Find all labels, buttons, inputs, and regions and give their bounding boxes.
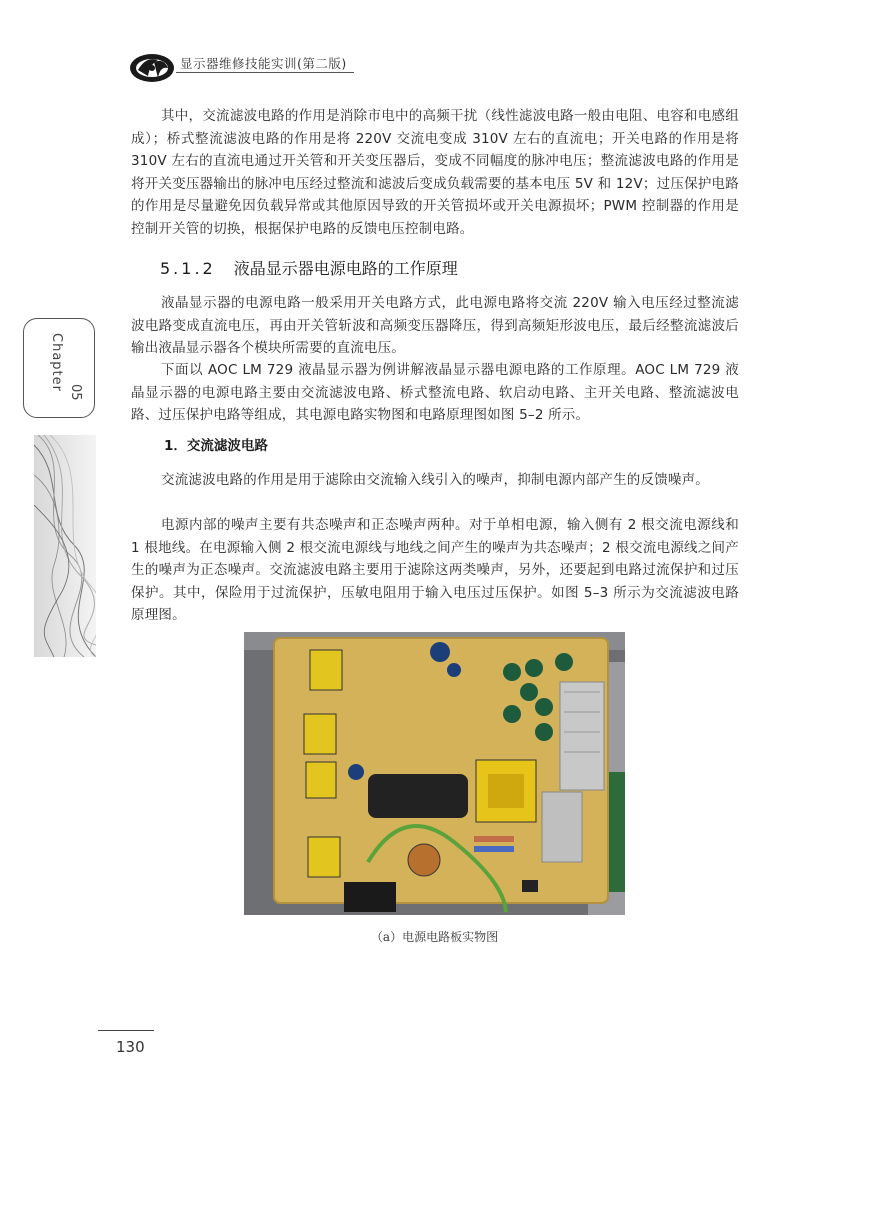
- chapter-number: 05: [68, 384, 83, 401]
- figure-caption: （a）电源电路板实物图: [370, 930, 499, 944]
- paragraph-lcd-power-intro: 液晶显示器的电源电路一般采用开关电路方式，此电源电路将交流 220V 输入电压经过整流滤波电路变成直流电压，再由开关管斩波和高频变压器降压，得到高频矩形波电压，最后经整流滤波后输出液晶显示器各个模块所需要的直流电压。: [131, 295, 739, 357]
- decorative-wave-strip: [34, 435, 96, 657]
- book-logo-icon: [128, 50, 176, 84]
- header-rule: [176, 72, 354, 73]
- page-number: 130: [116, 1038, 145, 1056]
- power-board-photo: [244, 632, 625, 915]
- paragraph-aoc-example: 下面以 AOC LM 729 液晶显示器为例讲解液晶显示器电源电路的工作原理。AOC LM 729 液晶显示器的电源电路主要由交流滤波电路、桥式整流电路、软启动电路、主开关电路、整流滤波电路、过压保护电路等组成，其电源电路实物图和电路原理图如图 5–2 所示。: [131, 362, 739, 424]
- chapter-label: Chapter: [49, 333, 64, 392]
- section-number: 5.1.2: [160, 259, 216, 278]
- paragraph-ac-filter-purpose: 交流滤波电路的作用是用于滤除由交流输入线引入的噪声，抑制电源内部产生的反馈噪声。: [161, 472, 709, 488]
- paragraph-noise-types: 电源内部的噪声主要有共态噪声和正态噪声两种。对于单相电源，输入侧有 2 根交流电源线和 1 根地线。在电源输入侧 2 根交流电源线与地线之间产生的噪声为共态噪声；2 根交流电源线之间产生的噪声为正态噪声。交流滤波电路主要用于滤除这两类噪声，另外，还要起到电路过流保护和过压保护。其中，保险用于过流保护，压敏电阻用于输入电压过压保护。如图 5–3 所示为交流滤波电路原理图。: [131, 517, 739, 624]
- section-title: 液晶显示器电源电路的工作原理: [233, 259, 458, 278]
- footer-rule: [98, 1030, 154, 1031]
- paragraph-circuit-functions: 其中，交流滤波电路的作用是消除市电中的高频干扰（线性滤波电路一般由电阻、电容和电感组成）；桥式整流滤波电路的作用是将 220V 交流电变成 310V 左右的直流电；开关电路的作用是将 310V 左右的直流电通过开关管和开关变压器后，变成不同幅度的脉冲电压；整流滤波电路的作用是将开关变压器输出的脉冲电压经过整流和滤波后变成负载需要的基本电压 5V 和 12V；过压保护电路的作用是尽量避免因负载异常或其他原因导致的开关管损坏或开关电源损坏；PWM 控制器的作用是控制开关管的切换，根据保护电路的反馈电压控制电路。: [131, 108, 739, 237]
- subheading-ac-filter: 1．交流滤波电路: [164, 438, 268, 454]
- running-header-title: 显示器维修技能实训(第二版): [180, 56, 347, 71]
- section-heading: [160, 256, 458, 279]
